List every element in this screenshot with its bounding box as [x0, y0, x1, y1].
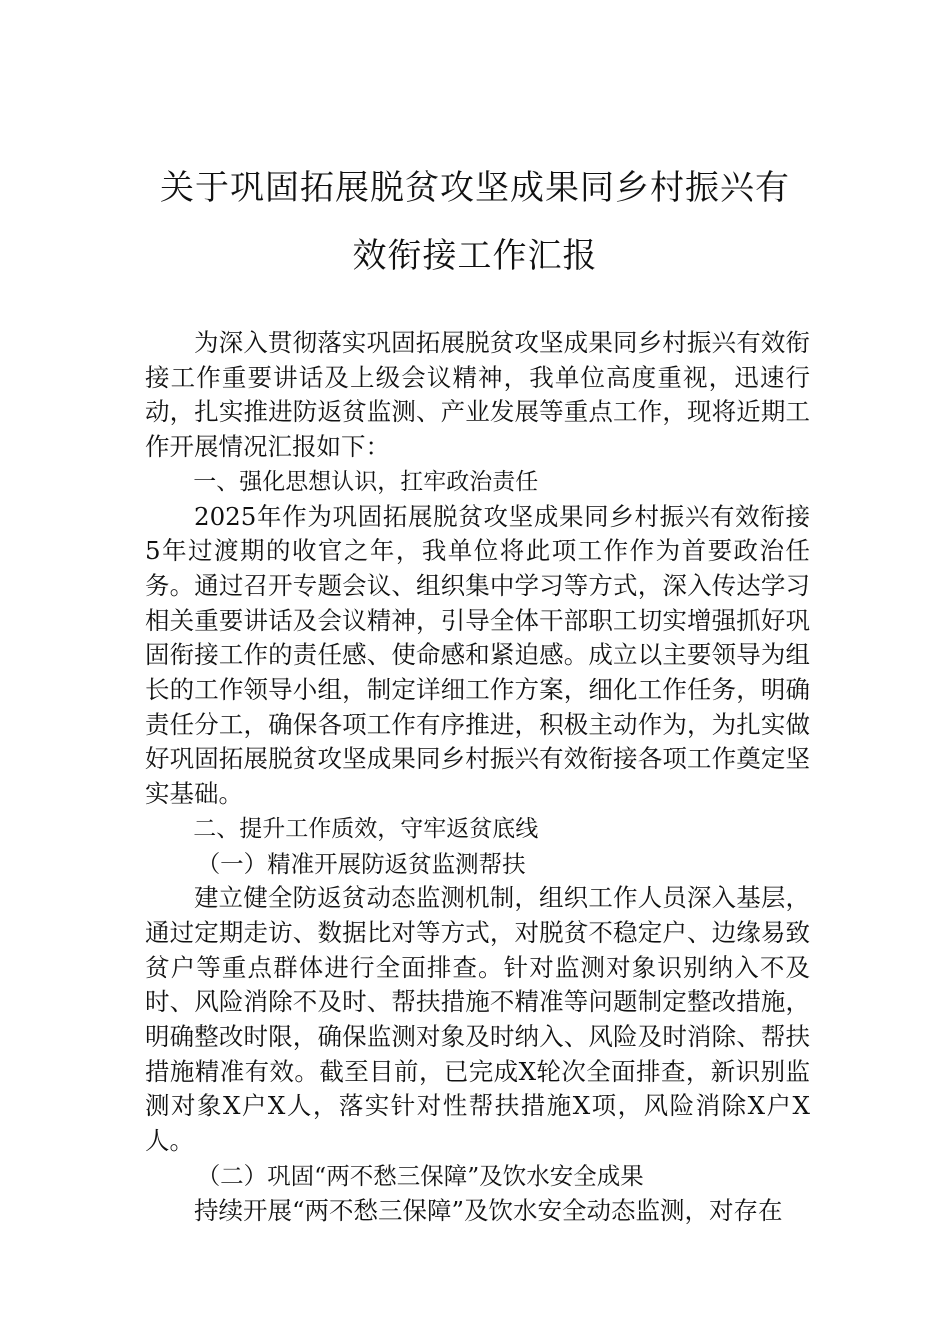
- section-1-paragraph: 2025年作为巩固拓展脱贫攻坚成果同乡村振兴有效衔接5年过渡期的收官之年，我单位将此项工作作为首要政治任务。通过召开专题会议、组织集中学习等方式，深入传达学习相关重要讲话及会议精神，引导全体干部职工切实增强抓好巩固衔接工作的责任感、使命感和紧迫感。成立以主要领导为组长的工作领导小组，制定详细工作方案，细化工作任务，明确责任分工，确保各项工作有序推进，积极主动作为，为扎实做好巩固拓展脱贫攻坚成果同乡村振兴有效衔接各项工作奠定坚实基础。: [145, 501, 810, 809]
- document-body: [145, 326, 810, 1228]
- document-title-line-1: 关于巩固拓展脱贫攻坚成果同乡村振兴有: [160, 168, 790, 208]
- subsection-1-paragraph: 建立健全防返贫动态监测机制，组织工作人员深入基层，通过定期走访、数据比对等方式，对脱贫不稳定户、边缘易致贫户等重点群体进行全面排查。针对监测对象识别纳入不及时、风险消除不及时、帮扶措施不精准等问题制定整改措施，明确整改时限，确保监测对象及时纳入、风险及时消除、帮扶措施精准有效。截至目前，已完成X轮次全面排查，新识别监测对象X户X人，落实针对性帮扶措施X项，风险消除X户X人。: [145, 883, 810, 1156]
- subsection-2-paragraph: 持续开展“两不愁三保障”及饮水安全动态监测，对存在: [194, 1195, 783, 1225]
- document-title-line-2: 效衔接工作汇报: [352, 236, 598, 276]
- section-1-heading: 一、强化思想认识，扛牢政治责任: [193, 468, 539, 495]
- section-2-heading: 二、提升工作质效，守牢返贫底线: [193, 815, 539, 842]
- subsection-1-heading: （一）精准开展防返贫监测帮扶: [196, 849, 526, 878]
- intro-paragraph: 为深入贯彻落实巩固拓展脱贫攻坚成果同乡村振兴有效衔接工作重要讲话及上级会议精神，我单位高度重视，迅速行动，扎实推进防返贫监测、产业发展等重点工作，现将近期工作开展情况汇报如下：: [145, 328, 810, 462]
- subsection-2-heading: （二）巩固“两不愁三保障”及饮水安全成果: [196, 1161, 644, 1190]
